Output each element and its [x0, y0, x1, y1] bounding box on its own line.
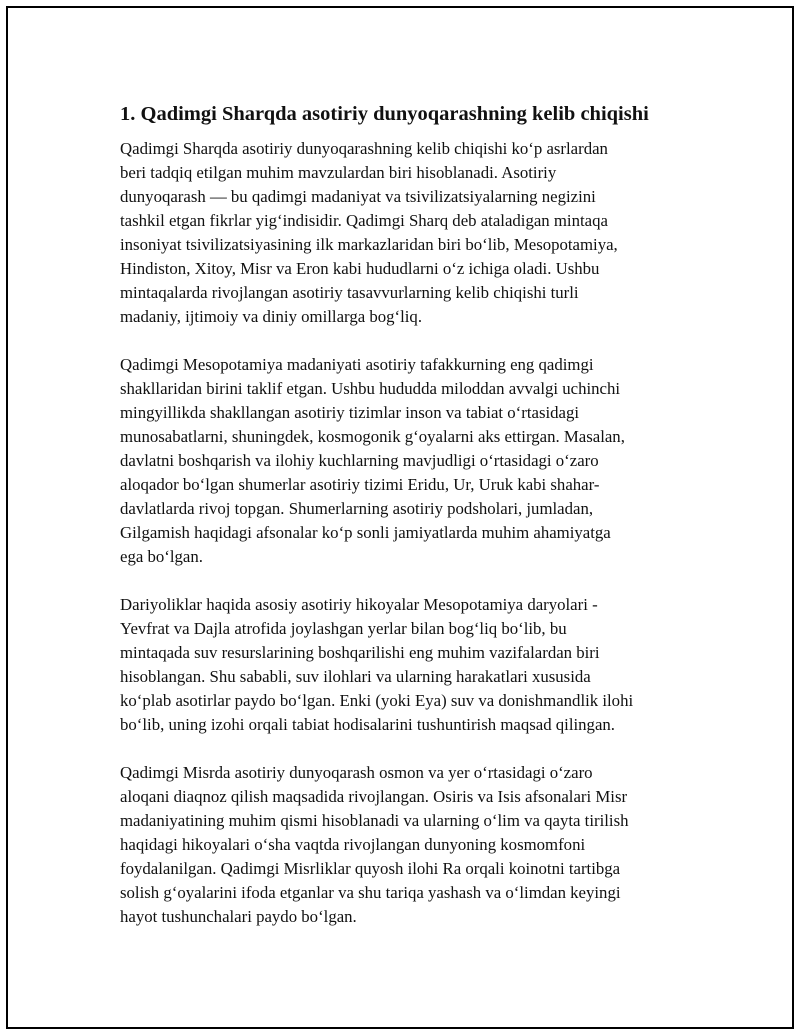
text-line: solish gʻoyalarini ifoda etganlar va shu tariqa yashash va oʻlimdan keyingi [120, 883, 621, 902]
text-line: mingyillikda shakllangan asotiriy tizimlar inson va tabiat oʻrtasidagi [120, 403, 580, 422]
text-line: mintaqalarda rivojlangan asotiriy tasavvurlarning kelib chiqishi turli [120, 283, 579, 302]
text-line: foydalanilgan. Qadimgi Misrliklar quyosh ilohi Ra orqali koinotni tartibga [120, 859, 621, 878]
text-line: ega boʻlgan. [120, 547, 203, 566]
text-line: munosabatlarni, shuningdek, kosmogonik gʻoyalarni aks ettirgan. Masalan, [120, 427, 625, 446]
paragraph-1 [120, 137, 690, 329]
text-line: Dariyoliklar haqida asosiy asotiriy hikoyalar Mesopotamiya daryolari - [120, 595, 598, 614]
text-line: davlatni boshqarish va ilohiy kuchlarning mavjudligi oʻrtasidagi oʻzaro [120, 451, 599, 470]
text-line: Qadimgi Misrda asotiriy dunyoqarash osmon va yer oʻrtasidagi oʻzaro [120, 763, 593, 782]
text-line: boʻlib, uning izohi orqali tabiat hodisalarini tushuntirish maqsad qilingan. [120, 715, 615, 734]
text-line: mintaqada suv resurslarining boshqarilishi eng muhim vazifalardan biri [120, 643, 600, 662]
text-line: insoniyat tsivilizatsiyasining ilk markazlaridan biri boʻlib, Mesopotamiya, [120, 235, 618, 254]
text-line: hisoblangan. Shu sababli, suv ilohlari va ularning harakatlari xususida [120, 667, 591, 686]
text-line: Gilgamish haqidagi afsonalar koʻp sonli jamiyatlarda muhim ahamiyatga [120, 523, 611, 542]
text-line: beri tadqiq etilgan muhim mavzulardan biri hisoblanadi. Asotiriy [120, 163, 557, 182]
text-line: madaniyatining muhim qismi hisoblanadi va ularning oʻlim va qayta tirilish [120, 811, 629, 830]
text-line: tashkil etgan fikrlar yigʻindisidir. Qadimgi Sharq deb ataladigan mintaqa [120, 211, 608, 230]
text-line: aloqador boʻlgan shumerlar asotiriy tizimi Eridu, Ur, Uruk kabi shahar- [120, 475, 600, 494]
section-heading: 1. Qadimgi Sharqda asotiriy dunyoqarashning kelib chiqishi [120, 103, 649, 125]
text-line: aloqani diaqnoz qilish maqsadida rivojlangan. Osiris va Isis afsonalari Misr [120, 787, 628, 806]
text-line: koʻplab asotirlar paydo boʻlgan. Enki (yoki Eya) suv va donishmandlik ilohi [120, 691, 634, 710]
text-line: madaniy, ijtimoiy va diniy omillarga bogʻliq. [120, 307, 423, 326]
document-body [120, 100, 690, 953]
text-line: dunyoqarash — bu qadimgi madaniyat va tsivilizatsiyalarning negizini [120, 187, 596, 206]
text-line: hayot tushunchalari paydo boʻlgan. [120, 907, 357, 926]
text-line: Hindiston, Xitoy, Misr va Eron kabi hududlarni oʻz ichiga oladi. Ushbu [120, 259, 600, 278]
paragraph-2 [120, 353, 690, 569]
text-line: shakllaridan birini taklif etgan. Ushbu hududda miloddan avvalgi uchinchi [120, 379, 621, 398]
paragraph-4 [120, 761, 690, 929]
text-line: davlatlarda rivoj topgan. Shumerlarning asotiriy podsholari, jumladan, [120, 499, 594, 518]
text-line: Qadimgi Mesopotamiya madaniyati asotiriy tafakkurning eng qadimgi [120, 355, 594, 374]
page-frame [6, 6, 794, 1029]
text-line: Yevfrat va Dajla atrofida joylashgan yerlar bilan bogʻliq boʻlib, bu [120, 619, 567, 638]
text-line: haqidagi hikoyalari oʻsha vaqtda rivojlangan dunyoning kosmomfoni [120, 835, 586, 854]
paragraph-3 [120, 593, 690, 737]
text-line: Qadimgi Sharqda asotiriy dunyoqarashning kelib chiqishi koʻp asrlardan [120, 139, 608, 158]
paragraph-list [120, 137, 690, 929]
